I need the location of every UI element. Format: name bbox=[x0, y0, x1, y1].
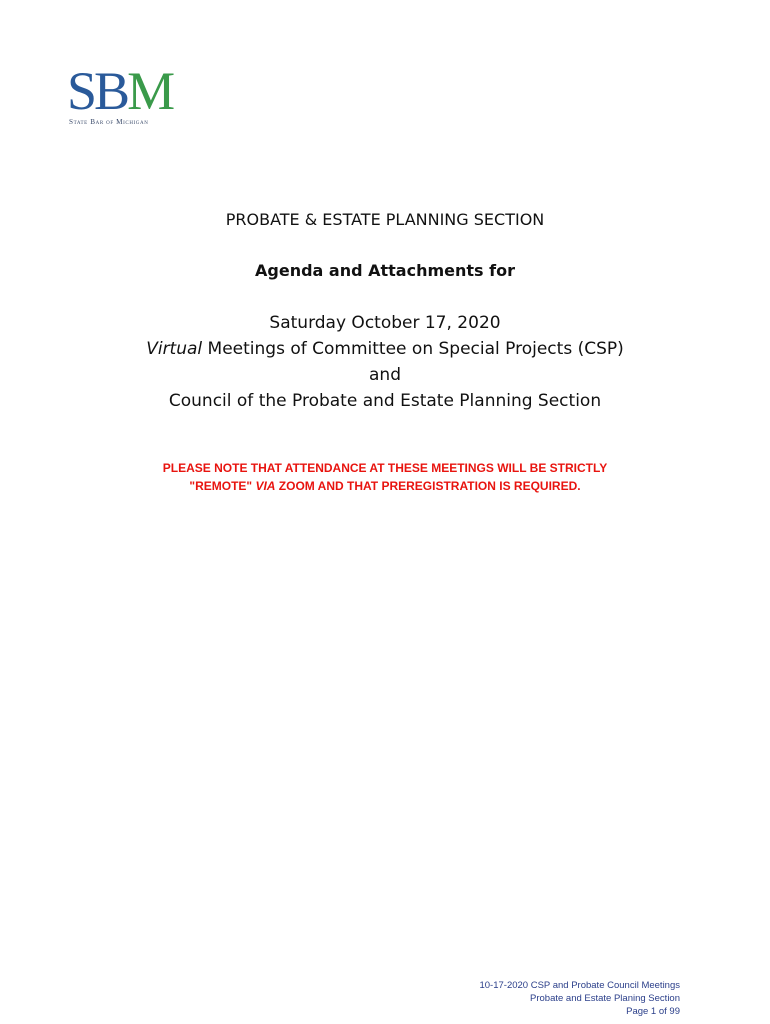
logo-letters bbox=[67, 61, 173, 121]
logo-letter-b: B bbox=[94, 61, 128, 121]
sbm-logo bbox=[67, 61, 179, 130]
logo-letter-s: S bbox=[67, 61, 95, 121]
notice-line-1: PLEASE NOTE THAT ATTENDANCE AT THESE MEETINGS WILL BE STRICTLY bbox=[162, 461, 608, 475]
notice-line-2-start: "REMOTE" bbox=[189, 479, 256, 493]
meetings-line-rest: Meetings of Committee on Special Projects (CSP) bbox=[202, 339, 624, 359]
virtual-word: Virtual bbox=[146, 339, 203, 359]
meeting-details bbox=[0, 310, 770, 414]
and-line: and bbox=[369, 365, 401, 385]
logo-tagline: State Bar of Michigan bbox=[69, 118, 149, 126]
footer-page-number: Page 1 of 99 bbox=[626, 1006, 680, 1017]
notice-line-2-end: ZOOM AND THAT PREREGISTRATION IS REQUIRED. bbox=[275, 479, 581, 493]
notice-line-2 bbox=[0, 477, 770, 495]
meeting-date-line: Saturday October 17, 2020 bbox=[269, 313, 501, 333]
notice-via-word: VIA bbox=[255, 479, 276, 493]
section-title: PROBATE & ESTATE PLANNING SECTION bbox=[225, 210, 545, 229]
council-line: Council of the Probate and Estate Planning Section bbox=[168, 391, 602, 411]
agenda-title: Agenda and Attachments for bbox=[255, 261, 515, 280]
footer-meeting-line: 10-17-2020 CSP and Probate Council Meetings bbox=[479, 980, 680, 991]
logo-letter-m: M bbox=[127, 61, 173, 121]
remote-attendance-notice bbox=[0, 459, 770, 495]
page-footer bbox=[479, 979, 680, 1018]
meetings-line bbox=[0, 336, 770, 362]
footer-section-line: Probate and Estate Planing Section bbox=[530, 993, 680, 1004]
